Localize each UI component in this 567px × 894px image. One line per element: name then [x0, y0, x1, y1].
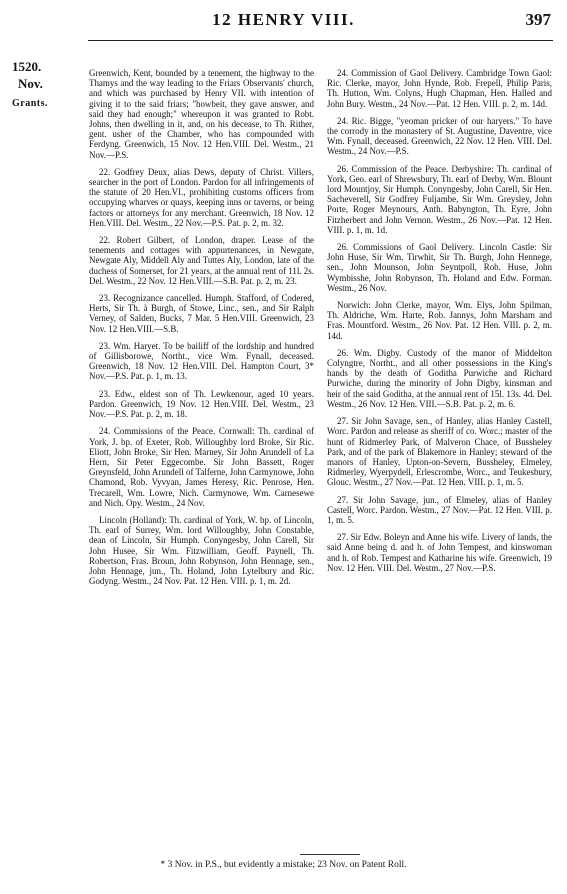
left-column: [89, 68, 314, 593]
footnote: * 3 Nov. in P.S., but evidently a mistake; 23 Nov. on Patent Roll.: [160, 860, 407, 870]
margin-section: Grants.: [12, 98, 48, 109]
header-rule: [88, 40, 553, 41]
entry-paragraph: 27. Sir John Savage, sen., of Hanley, alias Hanley Castell, Worc. Pardon and release as sheriff of co. Worc.; master of the hunt of Ridmerley Park, of Malveron Chace, of Bussheley Park, and of the park of Blakemore in Hanley; steward of the manors of Hanley, Upton-on-Severn, Bussheley, Elmeley, Ridmerley, Wyerpydell, Erlescrombe, Worc., and Teukesbury, Glouc. Westm., 27 Nov.—Pat. 12 Hen. VIII. p. 1, m. 5.: [327, 416, 552, 488]
entry-paragraph: 22. Godfrey Deux, alias Dews, deputy of Christ. Villers, searcher in the port of London. Pardon for all infringements of the statute of 20 Hen.VI., prohibiting customs officers from occupying wharves or quays, keeping inns or taverns, or being factors or attorneys for any merchant. Greenwich, 18 Nov. 12 Hen.VIII. Del. Westm., 22 Nov.—P.S. Pat. p. 2, m. 32.: [89, 166, 314, 228]
entry-paragraph: 26. Commission of the Peace. Derbyshire: Th. cardinal of York, Geo. earl of Shrewsbury, Th. earl of Derby, Wm. Blount lord Mountjoy, Sir Humph. Conyngesby, John Carell, Sir Hen. Sacheverell, Sir Godfrey Fuljambe, Sir Wm. Greysley, John Porte, Roger Meynours, Anth. Babyngton, Th. Eyre, John Fitzherbert and John Vernon. Westm., 26 Nov.—Pat. 12 Hen. VIII. p. 1, m. 1d.: [327, 163, 552, 235]
entry-paragraph: Greenwich, Kent, bounded by a tenement, the highway to the Thamys and the way leading to the Friars Observants' church, and which was purchased by Henry VII. with intention of giving it to the said friars; "howbeit, they gave answer, and said they had enough;" whereupon it was granted to Robt. Johns, then dwelling in it, and, on his decease, to Th. Rither, gent. usher of the Chamber, who has compounded with Ferdyng. Greenwich, 15 Nov. 12 Hen.VIII. Del. Westm., 21 Nov.—P.S.: [89, 68, 314, 160]
page-header: [0, 10, 567, 46]
entry-paragraph: 27. Sir John Savage, jun., of Elmeley, alias of Hanley Castell, Worc. Pardon. Westm., 27 Nov.—Pat. 12 Hen. VIII. p. 1, m. 5.: [327, 494, 552, 525]
entry-paragraph: 27. Sir Edw. Boleyn and Anne his wife. Livery of lands, the said Anne being d. and h. of John Tempest, and kinswoman and h. of Rob. Tempest and Katharine his wife. Greenwich, 19 Nov. 12 Hen. VIII. Del. Westm., 27 Nov.—P.S.: [327, 532, 552, 573]
margin-month: Nov.: [18, 76, 43, 91]
entry-paragraph: 26. Commissions of Gaol Delivery. Lincoln Castle: Sir John Huse, Sir Wm. Tirwhit, Sir Th. Burgh, John Hennege, sen., John Mounson, John Seyntpoll, Rob. Huse, John Wymbisshe, John Robynson, Th. Holand and Edw. Forman. Westm., 26 Nov.: [327, 242, 552, 293]
entry-paragraph: 26. Wm. Digby. Custody of the manor of Middelton Colyngtre, Northt., and all other possessions in the King's hands by the death of Goditha Purwiche and Richard Purwiche, during the minority of John Digby, kinsman and heir of the said Goditha, at the annual rent of 15l. 13s. 4d. Del. Westm., 26 Nov. 12 Hen. VIII.—S.B. Pat. p. 2, m. 6.: [327, 347, 552, 409]
margin-notes: [12, 58, 82, 112]
entry-paragraph: 22. Robert Gilbert, of London, draper. Lease of the tenements and cottages with appurtenances, in Newgate, Newgate Aly, Middell Aly and Tuttes Aly, London, late of the duchess of Somerset, for 21 years, at the annual rent of 11l. 2s. Del. Westm., 22 Nov. 12 Hen.VIII.—S.B. Pat. p. 2, m. 23.: [89, 235, 314, 286]
entry-paragraph: Lincoln (Holland): Th. cardinal of York, W. bp. of Lincoln, Th. earl of Surrey, Wm. lord Willoughby, John Constable, dean of Lincoln, Sir Humph. Conyngesby, John Carell, Sir John Husee, Sir Wm. Fitzwilliam, Geoff. Paynell, Th. Robertson, Fras. Broun, John Robynson, John Hennage, sen., John Hennage, jun., Th. Holand, John Lytelbury and Ric. Godyng. Westm., 24 Nov. Pat. 12 Hen. VIII. p. 1, m. 2d.: [89, 514, 314, 587]
right-column: [327, 68, 552, 580]
margin-year: 1520.: [12, 59, 42, 74]
running-head: 12 HENRY VIII.: [212, 10, 355, 29]
entry-paragraph: 24. Commission of Gaol Delivery. Cambridge Town Gaol: Ric. Clerke, mayor, John Hynde, Rob. Frepell, Philip Paris, Th. Hutton, Wm. Colyns, Hugh Chapman, Hen. Halled and John Bury. Westm., 24 Nov.—Pat. 12 Hen. VIII. p. 2, m. 14d.: [327, 68, 552, 109]
entry-paragraph: 24. Ric. Bigge, "yeoman pricker of our haryers." To have the corrody in the monastery of St. Augustine, Daventre, vice Wm. Fynall, deceased. Greenwich, 22 Nov. 12 Hen. VIII. Del. Westm., 24 Nov.—P.S.: [327, 115, 552, 157]
entry-paragraph: 23. Edw., eldest son of Th. Lewkenour, aged 10 years. Pardon. Greenwich, 19 Nov. 12 Hen.VIII. Del. Westm., 23 Nov.—P.S. Pat. p. 2, m. 18.: [89, 388, 314, 420]
entry-paragraph: Norwich: John Clerke, mayor, Wm. Elys, John Spilman, Th. Aldriche, Wm. Harte, Rob. Jannys, John Marsham and Fras. Mountford. Westm., 26 Nov. Pat. 12 Hen. VIII. p. 2, m. 14d.: [327, 300, 552, 341]
page-number: 397: [525, 10, 551, 29]
entry-paragraph: 23. Recognizance cancelled. Humph. Stafford, of Codered, Herts, Sir Th. à Burgh, of Stowe, Linc., sen., and Sir Ralph Verney, of Salden, Bucks, 7 Mar. 5 Hen.VIII. Greenwich, 23 Nov. 12 Hen.VIII.—S.B.: [89, 293, 314, 334]
footnote-rule: [300, 854, 360, 855]
entry-paragraph: 24. Commissions of the Peace. Cornwall: Th. cardinal of York, J. bp. of Exeter, Rob. Willoughby lord Broke, Sir Ric. Eliott, John Broke, Sir Hen. Marney, Sir John Arundell of La Hern, Sir Peter Eggecombe. Sir John Bassett, Roger Greynsfeld, John Arundell of Talferne, John Carmynowe, John Chamond, Rob. Vyvyan, James Heresy, Ric. Penrose, Hen. Trecarell, Wm. Lowre, Nich. Carmynowe, Wm. Carnesewe and Nich. Opy. Westm., 24 Nov.: [89, 426, 314, 508]
entry-paragraph: 23. Wm. Haryet. To be bailiff of the lordship and hundred of Gillisborowe, Northt., vice Wm. Fynall, deceased. Greenwich, 18 Nov. 12 Hen.VIII. Del. Hampton Court, 3* Nov.—P.S. Pat. p. 1, m. 13.: [89, 340, 314, 382]
